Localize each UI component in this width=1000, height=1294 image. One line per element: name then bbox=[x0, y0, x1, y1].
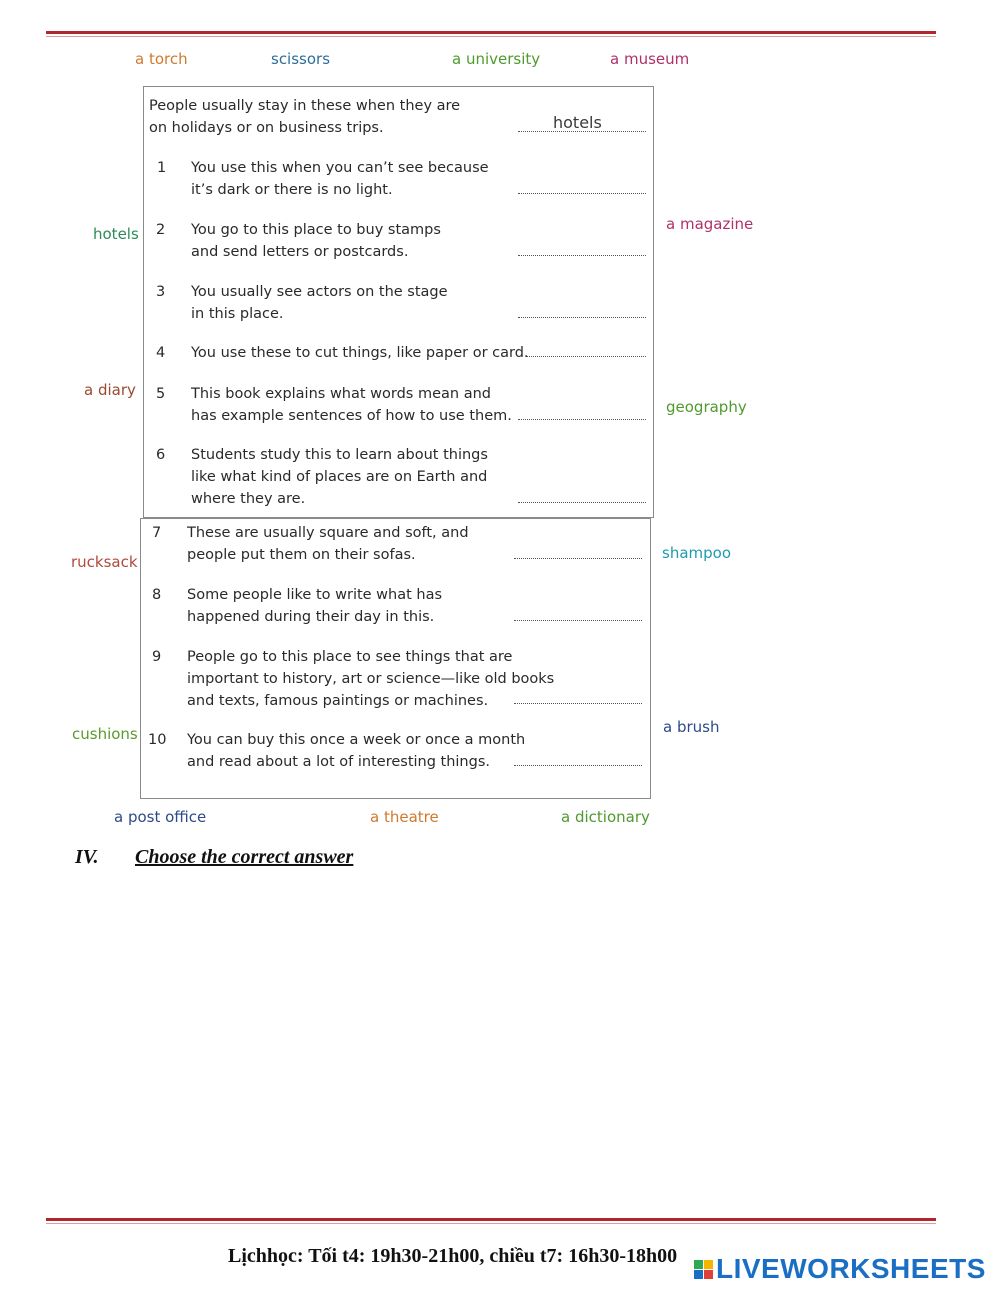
word-a-museum: a museum bbox=[610, 50, 690, 68]
answer-blank-1[interactable] bbox=[518, 193, 646, 194]
word-hotels: hotels bbox=[93, 225, 139, 243]
logo-text: LIVEWORKSHEETS bbox=[716, 1253, 986, 1284]
example-answer: hotels bbox=[553, 113, 602, 132]
item-text bbox=[191, 444, 488, 510]
item-line: like what kind of places are on Earth and bbox=[191, 469, 488, 485]
item-text bbox=[187, 584, 442, 628]
item-text bbox=[187, 522, 469, 566]
item-line: it’s dark or there is no light. bbox=[191, 182, 393, 198]
example-answer-line bbox=[518, 131, 646, 132]
item-text bbox=[191, 342, 529, 364]
word-cushions: cushions bbox=[72, 725, 138, 743]
item-line: people put them on their sofas. bbox=[187, 547, 416, 563]
item-line: and texts, famous paintings or machines. bbox=[187, 693, 489, 709]
answer-blank-5[interactable] bbox=[518, 419, 646, 420]
item-line: Students study this to learn about things bbox=[191, 447, 488, 463]
item-number: 3 bbox=[156, 284, 166, 300]
item-number: 1 bbox=[157, 160, 167, 176]
item-line: You usually see actors on the stage bbox=[191, 284, 448, 300]
item-number: 7 bbox=[152, 525, 162, 541]
top-rule bbox=[46, 31, 936, 37]
item-text bbox=[187, 646, 554, 712]
item-line: and send letters or postcards. bbox=[191, 244, 409, 260]
item-line: happened during their day in this. bbox=[187, 609, 435, 625]
item-line: Some people like to write what has bbox=[187, 587, 443, 603]
word-a-post-office: a post office bbox=[114, 808, 207, 826]
bottom-rule bbox=[46, 1218, 936, 1224]
word-a-magazine: a magazine bbox=[666, 215, 754, 233]
word-a-diary: a diary bbox=[84, 381, 136, 399]
item-text bbox=[191, 281, 448, 325]
item-number: 4 bbox=[156, 345, 166, 361]
logo-cubes-icon bbox=[694, 1260, 713, 1279]
section-number: IV. bbox=[75, 846, 99, 868]
item-line: This book explains what words mean and bbox=[191, 386, 491, 402]
word-a-university: a university bbox=[452, 50, 541, 68]
answer-blank-3[interactable] bbox=[518, 317, 646, 318]
section-heading bbox=[75, 846, 353, 869]
item-line: has example sentences of how to use them. bbox=[191, 408, 512, 424]
item-line: important to history, art or science—like old books bbox=[187, 671, 555, 687]
item-line: in this place. bbox=[191, 306, 284, 322]
liveworksheets-logo[interactable] bbox=[694, 1253, 986, 1285]
answer-blank-7[interactable] bbox=[514, 558, 642, 559]
word-geography: geography bbox=[666, 398, 747, 416]
word-a-theatre: a theatre bbox=[370, 808, 439, 826]
item-number: 6 bbox=[156, 447, 166, 463]
item-line: You use these to cut things, like paper or card. bbox=[191, 345, 529, 361]
section-title: Choose the correct answer bbox=[135, 846, 354, 868]
item-text bbox=[187, 729, 525, 773]
answer-blank-6[interactable] bbox=[518, 502, 646, 503]
item-text bbox=[191, 219, 441, 263]
example-line: on holidays or on business trips. bbox=[149, 120, 384, 136]
item-line: You go to this place to buy stamps bbox=[191, 222, 441, 238]
word-scissors: scissors bbox=[271, 50, 331, 68]
item-number: 8 bbox=[152, 587, 162, 603]
item-number: 2 bbox=[156, 222, 166, 238]
answer-blank-9[interactable] bbox=[514, 703, 642, 704]
item-line: where they are. bbox=[191, 491, 306, 507]
word-a-torch: a torch bbox=[135, 50, 188, 68]
word-shampoo: shampoo bbox=[662, 544, 732, 562]
word-rucksack: rucksack bbox=[71, 553, 138, 571]
answer-blank-8[interactable] bbox=[514, 620, 642, 621]
item-line: You use this when you can’t see because bbox=[191, 160, 489, 176]
example-line: People usually stay in these when they are bbox=[149, 98, 461, 114]
item-number: 5 bbox=[156, 386, 166, 402]
answer-blank-4[interactable] bbox=[527, 356, 646, 357]
item-text bbox=[191, 157, 489, 201]
item-line: These are usually square and soft, and bbox=[187, 525, 469, 541]
word-a-dictionary: a dictionary bbox=[561, 808, 650, 826]
answer-blank-2[interactable] bbox=[518, 255, 646, 256]
example-text bbox=[149, 95, 460, 139]
item-line: People go to this place to see things that are bbox=[187, 649, 513, 665]
item-number: 9 bbox=[152, 649, 162, 665]
answer-blank-10[interactable] bbox=[514, 765, 642, 766]
item-line: You can buy this once a week or once a month bbox=[187, 732, 526, 748]
word-a-brush: a brush bbox=[663, 718, 720, 736]
item-number: 10 bbox=[148, 732, 167, 748]
footer-schedule: Lịchhọc: Tối t4: 19h30-21h00, chiều t7: 16h30-18h00 bbox=[228, 1245, 678, 1267]
item-text bbox=[191, 383, 512, 427]
item-line: and read about a lot of interesting things. bbox=[187, 754, 490, 770]
